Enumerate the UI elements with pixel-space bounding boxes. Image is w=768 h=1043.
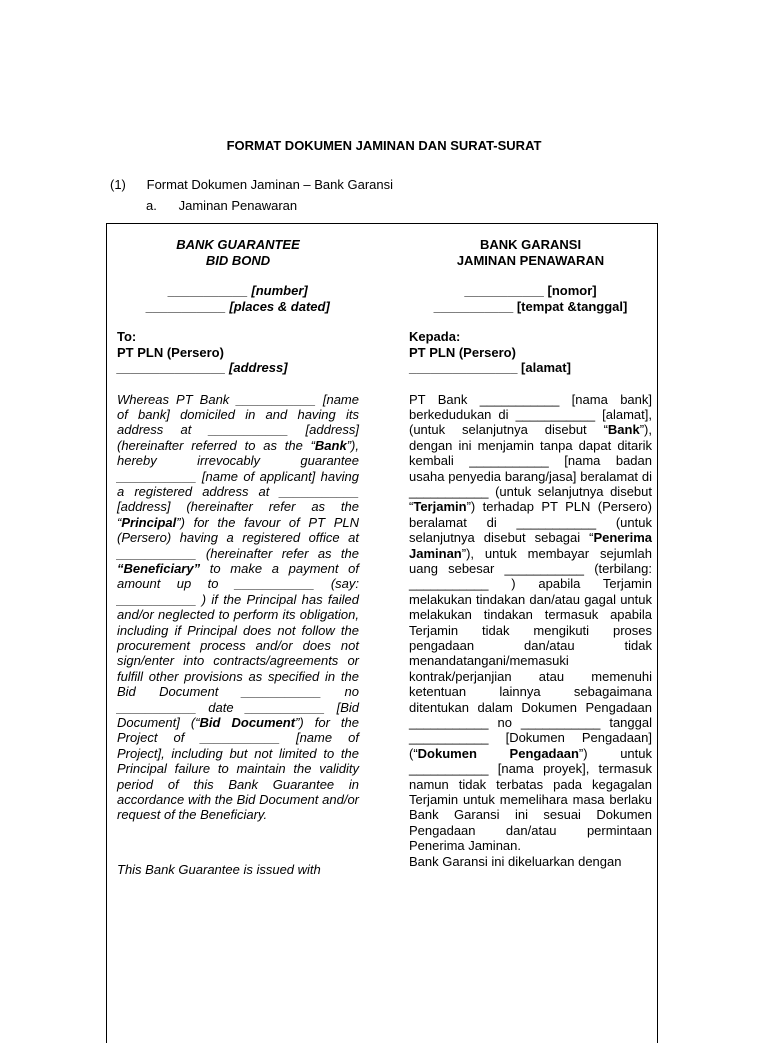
column-heading: [117, 237, 359, 268]
to-address: _______________ [address]: [117, 360, 288, 375]
text-segment: PT Bank ___________ [nama bank] berkedudukan di ___________ [alamat], (untuk selanjutnya disebut “: [409, 391, 652, 438]
column-heading: [409, 237, 652, 268]
addressee-block: [117, 329, 359, 376]
to-label: Kepada:: [409, 329, 461, 344]
reference-block: [409, 283, 652, 314]
bold-term: Terjamin: [413, 499, 467, 515]
ref-places: ___________ [tempat &tanggal]: [433, 298, 628, 314]
heading-line-1: BANK GUARANTEE: [176, 237, 300, 252]
text-segment: ”) for the favour of PT PLN (Persero) having a registered office at ___________ (hereinafter refer as the: [117, 514, 359, 561]
bold-term: Bank: [314, 437, 347, 453]
ref-places: ___________ [places & dated]: [146, 298, 330, 314]
to-address: _______________ [alamat]: [409, 360, 571, 375]
bold-term: Dokumen Pengadaan: [417, 745, 579, 761]
guarantee-paragraph: [409, 392, 652, 854]
issued-paragraph: This Bank Guarantee is issued with: [117, 861, 321, 877]
heading-line-1: BANK GARANSI: [479, 237, 582, 252]
guarantee-table: [106, 223, 658, 1043]
text-segment: ”) terhadap PT PLN (Persero) beralamat di ___________ (untuk selanjutnya disebut sebagai “: [409, 499, 652, 546]
section-item-1a: [146, 198, 297, 213]
bold-term: Principal: [121, 514, 177, 530]
item-number: a.: [146, 198, 157, 213]
to-company: PT PLN (Persero): [117, 344, 224, 360]
ref-number: ___________ [number]: [168, 283, 308, 298]
bold-term: “Beneficiary”: [117, 560, 201, 576]
reference-block: [117, 283, 359, 314]
text-segment: ”), untuk membayar sejumlah uang sebesar ___________ (terbilang: ___________ ) apabila Terjamin melakukan tindakan dan/atau gagal untuk melakukan tindakan termasuk apabila Terjamin tidak mengikuti proses pengadaan dan/atau tidak menandatangani/memasuki kontrak/perjanjian atau memenuhi ketentuan lainnya sebagaimana ditentukan dalam Dokumen Pengadaan ___________ no ___________ tanggal ___________ [Dokumen Pengadaan] (“: [409, 545, 652, 761]
item-text: Format Dokumen Jaminan – Bank Garansi: [146, 177, 394, 192]
text-segment: ”) untuk ___________ [nama proyek], termasuk namun tidak terbatas pada kegagalan Terjamin untuk memelihara masa berlaku Bank Garansi ini sesuai Dokumen Pengadaan dan/atau permintaan Penerima Jaminan.: [409, 745, 653, 854]
item-text: Jaminan Penawaran: [178, 198, 298, 213]
bold-term: Bid Document: [199, 715, 296, 731]
english-column: [117, 224, 359, 877]
section-item-1: [110, 177, 393, 192]
item-number: (1): [110, 177, 126, 192]
bold-term: Penerima Jaminan: [409, 530, 652, 561]
text-segment: to make a payment of amount up to ___________ (say: ___________ ) if the Principal has failed and/or neglected to perform its obligation, including if Principal does not follow the procurement process and/or does not sign/enter into contracts/agreements or fulfill other provisions as specified in the Bid Document ___________ no ___________ date ___________ [Bid Document] (“: [117, 560, 359, 731]
to-company: PT PLN (Persero): [409, 344, 516, 360]
ref-number: ___________ [nomor]: [464, 283, 597, 298]
text-segment: Whereas PT Bank ___________ [name of bank] domiciled in and having its address at ___________ [address] (hereinafter referred to as the “: [117, 391, 359, 453]
addressee-block: [409, 329, 652, 376]
text-segment: ”), hereby irrevocably guarantee ___________ [name of applicant] having a registered address at ___________ [address] (hereinafter refer as the “: [117, 437, 359, 530]
document-title: FORMAT DOKUMEN JAMINAN DAN SURAT-SURAT: [226, 138, 542, 153]
bold-term: Bank: [607, 422, 640, 438]
issued-paragraph: Bank Garansi ini dikeluarkan dengan: [409, 853, 622, 869]
indonesian-column: [409, 224, 652, 869]
heading-line-2: JAMINAN PENAWARAN: [456, 252, 605, 268]
heading-line-2: BID BOND: [205, 252, 271, 268]
text-segment: ”), dengan ini menjamin tanpa dapat ditarik kembali ___________ [nama badan usaha penyedia barang/jasa] beralamat di ___________ (untuk selanjutnya disebut “: [409, 422, 652, 515]
to-label: To:: [117, 329, 137, 344]
guarantee-paragraph: [117, 392, 359, 823]
text-segment: ”) for the Project of ___________ [name of Project], including but not limited to the Principal failure to maintain the validity period of this Bank Guarantee in accordance with the Bid Document and/or request of the Beneficiary.: [117, 715, 359, 823]
